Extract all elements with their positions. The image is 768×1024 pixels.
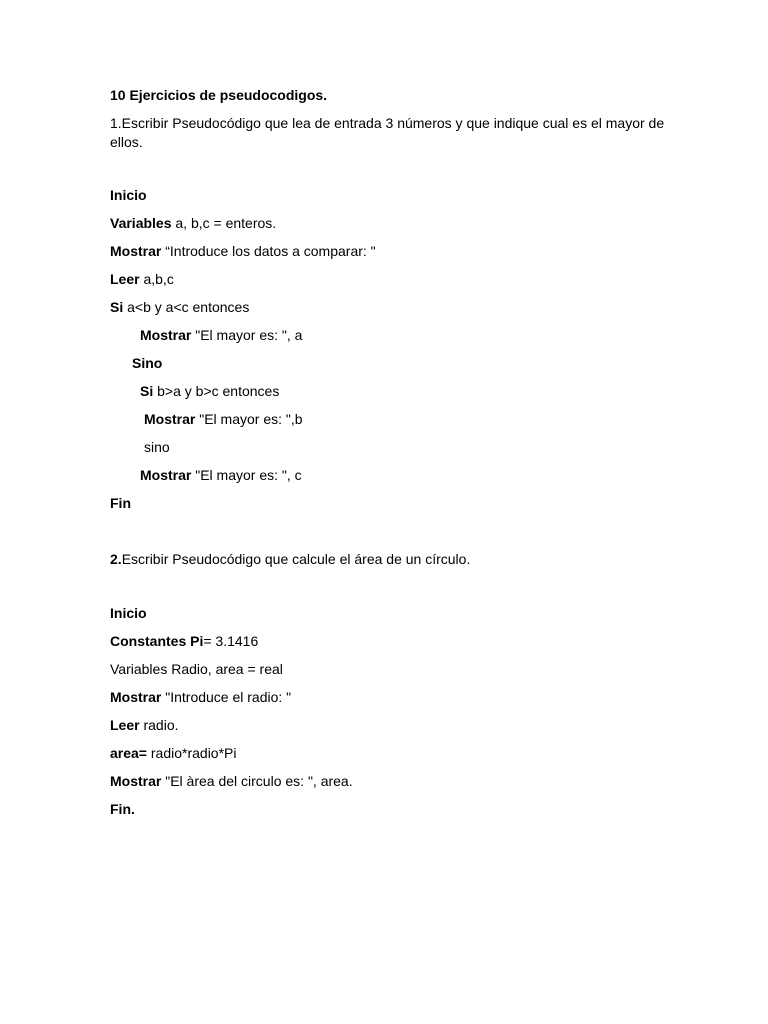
ex2-line-area bbox=[110, 744, 236, 762]
code-text: a<b y a<c entonces bbox=[123, 299, 250, 315]
keyword: Mostrar bbox=[110, 689, 162, 705]
keyword: Fin bbox=[110, 495, 131, 511]
code-text: "El mayor es: ", c bbox=[191, 467, 302, 483]
ex2-line-mostrar-area bbox=[110, 772, 353, 790]
ex2-line-variables bbox=[110, 660, 283, 678]
ex2-line-inicio bbox=[110, 604, 147, 622]
code-text: "El àrea del circulo es: ", area. bbox=[161, 773, 353, 789]
code-text: “Introduce los datos a comparar: " bbox=[161, 243, 376, 259]
ex1-line-sino bbox=[132, 354, 162, 372]
ex2-line-leer bbox=[110, 716, 179, 734]
exercise-number: 2. bbox=[110, 551, 122, 567]
code-text: a,b,c bbox=[139, 271, 174, 287]
ex1-line-fin bbox=[110, 494, 131, 512]
keyword: Mostrar bbox=[140, 327, 192, 343]
keyword: Inicio bbox=[110, 187, 147, 203]
code-text: Variables Radio, area = real bbox=[110, 661, 283, 677]
code-text: = 3.1416 bbox=[203, 633, 259, 649]
ex1-line-variables bbox=[110, 214, 276, 232]
keyword: Mostrar bbox=[144, 411, 196, 427]
ex1-line-mostrar-c bbox=[140, 466, 302, 484]
ex1-line-si bbox=[110, 298, 249, 316]
code-text: "El mayor es: ", a bbox=[191, 327, 303, 343]
ex1-line-leer bbox=[110, 270, 174, 288]
keyword: Sino bbox=[132, 355, 163, 371]
ex1-line-inicio bbox=[110, 186, 147, 204]
code-text: radio. bbox=[139, 717, 179, 733]
keyword: Leer bbox=[110, 717, 140, 733]
keyword: Fin. bbox=[110, 801, 135, 817]
code-text: a, b,c = enteros. bbox=[171, 215, 277, 231]
ex1-line-sino-lower bbox=[144, 438, 170, 456]
document-title: 10 Ejercicios de pseudocodigos. bbox=[110, 87, 328, 103]
ex2-line-mostrar bbox=[110, 688, 291, 706]
keyword: Mostrar bbox=[110, 773, 162, 789]
code-text: radio*radio*Pi bbox=[146, 745, 237, 761]
ex1-line-mostrar-b bbox=[144, 410, 303, 428]
code-text: "Introduce el radio: " bbox=[161, 689, 292, 705]
code-text: b>a y b>c entonces bbox=[153, 383, 280, 399]
ex1-line-mostrar-a bbox=[140, 326, 302, 344]
keyword: Variables bbox=[110, 215, 172, 231]
keyword: Si bbox=[110, 299, 124, 315]
code-text: sino bbox=[144, 439, 170, 455]
keyword: Mostrar bbox=[140, 467, 192, 483]
ex2-line-constantes bbox=[110, 632, 258, 650]
keyword: area= bbox=[110, 745, 147, 761]
ex1-line-mostrar bbox=[110, 242, 376, 260]
keyword: Inicio bbox=[110, 605, 147, 621]
exercise-1-statement: 1.Escribir Pseudocódigo que lea de entrada 3 números y que indique cual es el mayor de ellos. bbox=[110, 115, 665, 150]
ex1-line-si-b bbox=[140, 382, 279, 400]
keyword: Si bbox=[140, 383, 154, 399]
keyword: Constantes Pi bbox=[110, 633, 204, 649]
ex2-line-fin bbox=[110, 800, 135, 818]
exercise-2-statement bbox=[110, 550, 470, 568]
keyword: Leer bbox=[110, 271, 140, 287]
statement-text: Escribir Pseudocódigo que calcule el área de un círculo. bbox=[121, 551, 471, 567]
code-text: "El mayor es: ",b bbox=[195, 411, 303, 427]
keyword: Mostrar bbox=[110, 243, 162, 259]
